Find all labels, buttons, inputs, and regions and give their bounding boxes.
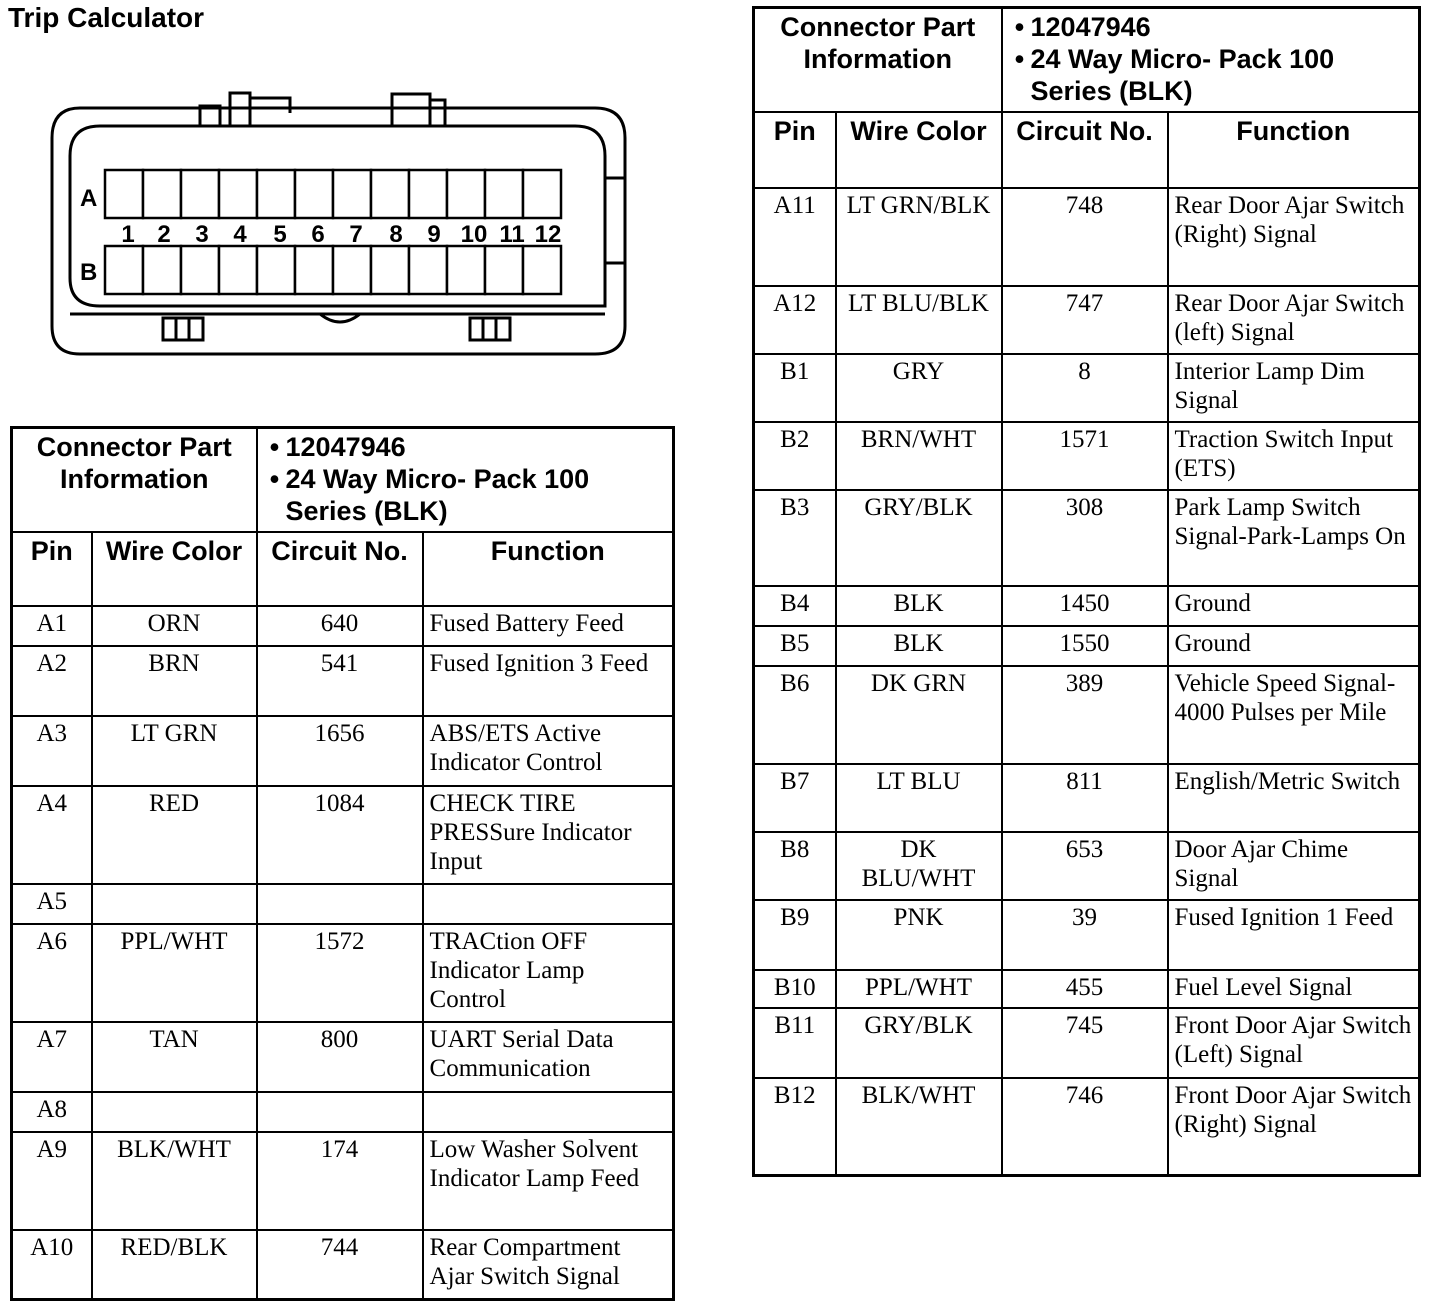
part-description: • 24 Way Micro- Pack 100 Series (BLK)	[264, 463, 667, 527]
part-info-values	[1002, 8, 1420, 112]
pin-number-label: 5	[273, 221, 287, 248]
table-row: B3 GRY/BLK 308 Park Lamp Switch Signal-Park-Lamps On	[754, 490, 1420, 586]
col-header-function: Function	[423, 532, 674, 606]
connector-rib-left	[163, 318, 203, 340]
pin-number-label: 12	[534, 221, 562, 248]
row-a-label: A	[80, 185, 98, 212]
table-row: A1 ORN 640 Fused Battery Feed	[12, 606, 674, 646]
col-header-wire-color: Wire Color	[836, 112, 1002, 188]
pin-number-label: 8	[389, 221, 403, 248]
col-header-function: Function	[1168, 112, 1420, 188]
pin-number-label: 10	[460, 221, 488, 248]
table-row: A7 TAN 800 UART Serial Data Communication	[12, 1022, 674, 1092]
connector-latch-tab-center	[250, 98, 290, 113]
table-row: B12 BLK/WHT 746 Front Door Ajar Switch (Right) Signal	[754, 1078, 1420, 1176]
table-row: B8 DK BLU/WHT 653 Door Ajar Chime Signal	[754, 832, 1420, 900]
part-info-values	[257, 428, 674, 532]
connector-latch-tab-right	[392, 94, 430, 126]
pin-number-label: 1	[121, 221, 135, 248]
part-number: • 12047946	[1009, 11, 1413, 43]
pin-number-label: 6	[311, 221, 325, 248]
table-row: B5 BLK 1550 Ground	[754, 626, 1420, 666]
part-description: • 24 Way Micro- Pack 100 Series (BLK)	[1009, 43, 1413, 107]
pin-number-label: 4	[233, 221, 247, 248]
table-row: A2 BRN 541 Fused Ignition 3 Feed	[12, 646, 674, 716]
table-row: A5	[12, 884, 674, 924]
col-header-pin: Pin	[12, 532, 92, 606]
col-header-pin: Pin	[754, 112, 836, 188]
part-number: • 12047946	[264, 431, 667, 463]
page-title: Trip Calculator	[8, 2, 205, 33]
pin-number-label: 7	[349, 221, 363, 248]
part-info-label: Connector Part Information	[754, 8, 1002, 112]
connector-rib-right	[470, 318, 510, 340]
table-row: A9 BLK/WHT 174 Low Washer Solvent Indicator Lamp Feed	[12, 1132, 674, 1230]
table-row: B9 PNK 39 Fused Ignition 1 Feed	[754, 900, 1420, 970]
row-b-label: B	[80, 259, 98, 286]
pinout-table-left	[10, 426, 675, 1301]
table-row: A11 LT GRN/BLK 748 Rear Door Ajar Switch (Right) Signal	[754, 188, 1420, 286]
pinout-table-right	[752, 6, 1421, 1177]
pin-number-label: 3	[195, 221, 209, 248]
table-row: A8	[12, 1092, 674, 1132]
col-header-circuit-no: Circuit No.	[257, 532, 423, 606]
pin-number-label: 11	[499, 221, 525, 248]
table-row: B11 GRY/BLK 745 Front Door Ajar Switch (Left) Signal	[754, 1008, 1420, 1078]
table-row: B7 LT BLU 811 English/Metric Switch	[754, 764, 1420, 832]
table-row: A6 PPL/WHT 1572 TRACtion OFF Indicator Lamp Control	[12, 924, 674, 1022]
connector-face-diagram	[50, 88, 630, 360]
part-info-label: Connector Part Information	[12, 428, 257, 532]
table-row: A3 LT GRN 1656 ABS/ETS Active Indicator Control	[12, 716, 674, 786]
col-header-circuit-no: Circuit No.	[1002, 112, 1168, 188]
connector-latch-tab-far-right	[430, 100, 445, 126]
table-row: B6 DK GRN 389 Vehicle Speed Signal-4000 Pulses per Mile	[754, 666, 1420, 764]
pin-number-label: 2	[157, 221, 171, 248]
table-row: A4 RED 1084 CHECK TIRE PRESSure Indicator Input	[12, 786, 674, 884]
table-row: B4 BLK 1450 Ground	[754, 586, 1420, 626]
table-row: B1 GRY 8 Interior Lamp Dim Signal	[754, 354, 1420, 422]
table-row: B2 BRN/WHT 1571 Traction Switch Input (ETS)	[754, 422, 1420, 490]
col-header-wire-color: Wire Color	[92, 532, 257, 606]
pin-number-label: 9	[427, 221, 441, 248]
table-row: A12 LT BLU/BLK 747 Rear Door Ajar Switch (left) Signal	[754, 286, 1420, 354]
table-row: A10 RED/BLK 744 Rear Compartment Ajar Switch Signal	[12, 1230, 674, 1300]
table-row: B10 PPL/WHT 455 Fuel Level Signal	[754, 970, 1420, 1008]
